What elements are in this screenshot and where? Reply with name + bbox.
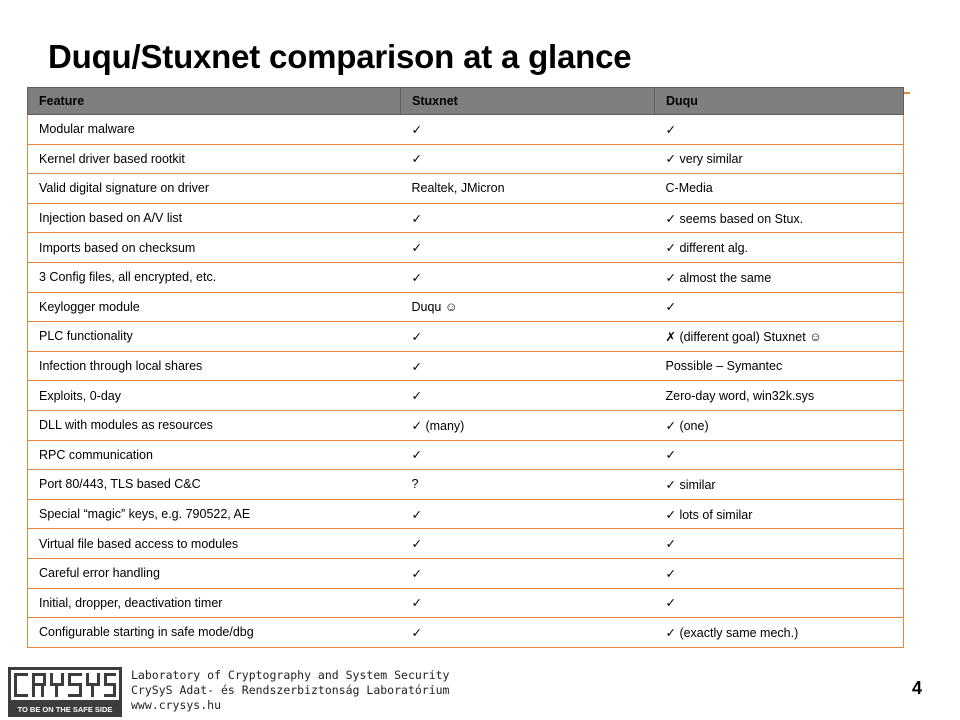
- footer-line-lab-hu: CrySyS Adat- és Rendszerbiztonság Laboratórium: [131, 683, 450, 697]
- table-row: [28, 115, 904, 145]
- cell-feature: Kernel driver based rootkit: [28, 144, 401, 174]
- cell-duqu: Zero-day word, win32k.sys: [655, 381, 904, 411]
- cell-duqu: ✓ lots of similar: [655, 499, 904, 529]
- cell-duqu: ✓: [655, 292, 904, 322]
- table-row: [28, 144, 904, 174]
- cell-stuxnet: ✓ (many): [401, 410, 655, 440]
- cell-stuxnet: ✓: [401, 588, 655, 618]
- cell-feature: Initial, dropper, deactivation timer: [28, 588, 401, 618]
- crysys-logo: [8, 667, 122, 717]
- footer-link-website[interactable]: www.crysys.hu: [131, 698, 222, 712]
- cell-stuxnet: ✓: [401, 558, 655, 588]
- table-row: [28, 351, 904, 381]
- cell-duqu: C-Media: [655, 174, 904, 204]
- cell-stuxnet: Duqu ☺: [401, 292, 655, 322]
- cell-duqu: ✓ seems based on Stux.: [655, 203, 904, 233]
- cell-feature: Imports based on checksum: [28, 233, 401, 263]
- cell-stuxnet: ✓: [401, 203, 655, 233]
- comparison-table: [27, 87, 904, 648]
- cell-duqu: Possible – Symantec: [655, 351, 904, 381]
- table-row: [28, 558, 904, 588]
- cell-feature: Infection through local shares: [28, 351, 401, 381]
- table-row: [28, 440, 904, 470]
- cell-feature: DLL with modules as resources: [28, 410, 401, 440]
- cell-feature: Configurable starting in safe mode/dbg: [28, 618, 401, 648]
- cell-stuxnet: ✓: [401, 529, 655, 559]
- cell-duqu: ✓ almost the same: [655, 262, 904, 292]
- cell-duqu: ✓ very similar: [655, 144, 904, 174]
- cell-feature: Modular malware: [28, 115, 401, 145]
- table-row: [28, 588, 904, 618]
- header-duqu: Duqu: [655, 88, 904, 115]
- table-row: [28, 262, 904, 292]
- cell-duqu: ✓ different alg.: [655, 233, 904, 263]
- table-header-row: [28, 88, 904, 115]
- cell-feature: Careful error handling: [28, 558, 401, 588]
- cell-feature: Virtual file based access to modules: [28, 529, 401, 559]
- footer-text: [131, 668, 450, 713]
- cell-duqu: ✓: [655, 588, 904, 618]
- cell-duqu: ✓: [655, 529, 904, 559]
- cell-stuxnet: ✓: [401, 381, 655, 411]
- cell-stuxnet: ✓: [401, 499, 655, 529]
- table-row: [28, 233, 904, 263]
- table-row: [28, 410, 904, 440]
- cell-feature: 3 Config files, all encrypted, etc.: [28, 262, 401, 292]
- logo-tagline: TO BE ON THE SAFE SIDE: [17, 705, 113, 714]
- cell-feature: Keylogger module: [28, 292, 401, 322]
- table-row: [28, 174, 904, 204]
- cell-stuxnet: ✓: [401, 618, 655, 648]
- table-row: [28, 618, 904, 648]
- cell-stuxnet: ✓: [401, 262, 655, 292]
- cell-feature: Special “magic” keys, e.g. 790522, AE: [28, 499, 401, 529]
- cell-duqu: ✓ (exactly same mech.): [655, 618, 904, 648]
- title-accent-line: [904, 92, 910, 94]
- cell-feature: Injection based on A/V list: [28, 203, 401, 233]
- cell-feature: Port 80/443, TLS based C&C: [28, 470, 401, 500]
- cell-stuxnet: ✓: [401, 440, 655, 470]
- table-row: [28, 470, 904, 500]
- table-row: [28, 499, 904, 529]
- table-body: [28, 115, 904, 648]
- footer-line-lab-en: Laboratory of Cryptography and System Security: [131, 668, 450, 682]
- cell-stuxnet: Realtek, JMicron: [401, 174, 655, 204]
- cell-duqu: ✗ (different goal) Stuxnet ☺: [655, 322, 904, 352]
- cell-stuxnet: ✓: [401, 144, 655, 174]
- cell-duqu: ✓ (one): [655, 410, 904, 440]
- cell-feature: PLC functionality: [28, 322, 401, 352]
- cell-stuxnet: ✓: [401, 322, 655, 352]
- cell-feature: Exploits, 0-day: [28, 381, 401, 411]
- table-row: [28, 529, 904, 559]
- table-row: [28, 381, 904, 411]
- cell-stuxnet: ✓: [401, 115, 655, 145]
- table-row: [28, 292, 904, 322]
- slide-title: Duqu/Stuxnet comparison at a glance: [48, 38, 632, 75]
- cell-feature: Valid digital signature on driver: [28, 174, 401, 204]
- cell-duqu: ✓: [655, 115, 904, 145]
- cell-duqu: ✓: [655, 558, 904, 588]
- cell-duqu: ✓: [655, 440, 904, 470]
- cell-feature: RPC communication: [28, 440, 401, 470]
- header-feature: Feature: [28, 88, 401, 115]
- header-stuxnet: Stuxnet: [401, 88, 655, 115]
- cell-stuxnet: ✓: [401, 233, 655, 263]
- cell-stuxnet: ?: [401, 470, 655, 500]
- page-number: 4: [912, 678, 923, 698]
- table-row: [28, 203, 904, 233]
- table-row: [28, 322, 904, 352]
- cell-stuxnet: ✓: [401, 351, 655, 381]
- cell-duqu: ✓ similar: [655, 470, 904, 500]
